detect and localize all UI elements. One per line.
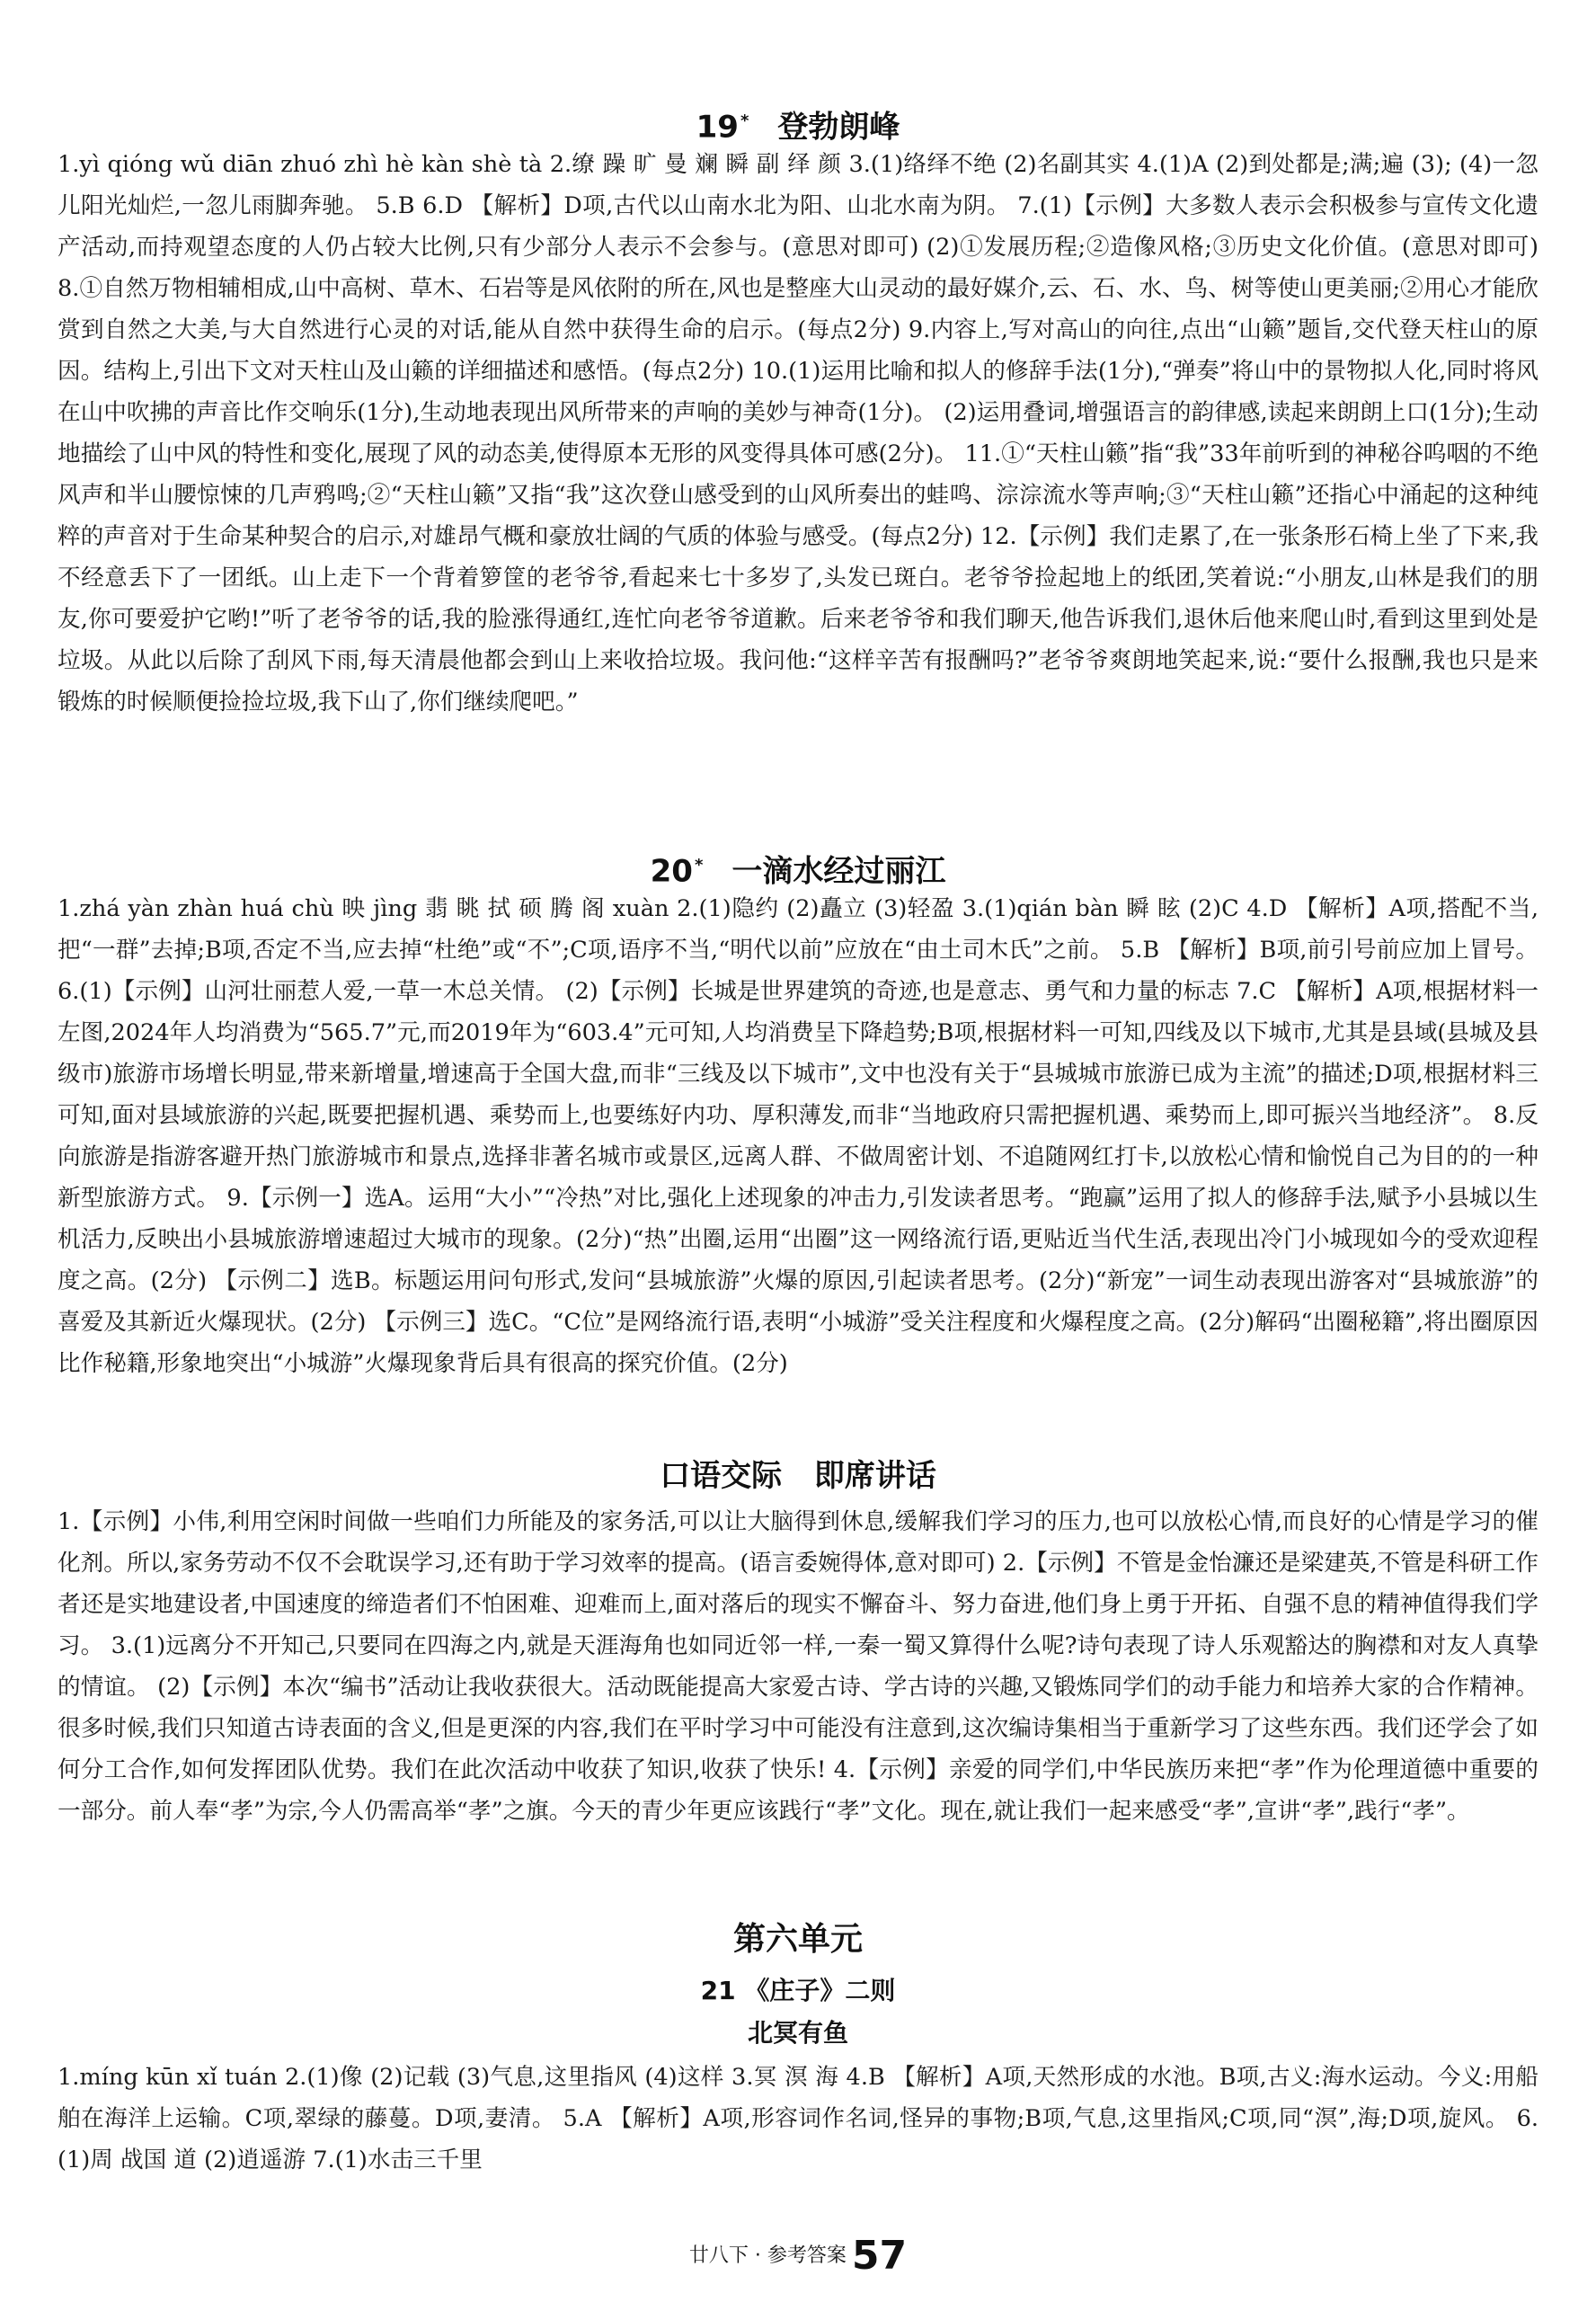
lesson-number: 20 xyxy=(650,853,693,890)
starred-mark: * xyxy=(694,856,704,875)
page-footer xyxy=(0,2233,1596,2279)
lesson-19-answers: 1.yì qióng wǔ diān zhuó zhì hè kàn shè tà 2.缭 躁 旷 曼 斓 瞬 副 绎 颜 3.(1)络绎不绝 (2)名副其实 4.(1)A (2)到处都是;满;遍 (3); (4)一忽儿阳光灿烂,一忽儿雨脚奔驰。 5.B 6.D 【解析】D项,古代以山南水北为阳、山北水南为阴。 7.(1)【示例】大多数人表示会积极参与宣传文化遗产活动,而持观望态度的人仍占较大比例,只有少部分人表示不会参与。(意思对即可) (2)①发展历程;②造像风格;③历史文化价值。(意思对即可) 8.①自然万物相辅相成,山中高树、草木、石岩等是风依附的所在,风也是整座大山灵动的最好媒介,云、石、水、鸟、树等使山更美丽;②用心才能欣赏到自然之大美,与大自然进行心灵的对话,能从自然中获得生命的启示。(每点2分) 9.内容上,写对高山的向往,点出“山籁”题旨,交代登天柱山的原因。结构上,引出下文对天柱山及山籁的详细描述和感悟。(每点2分) 10.(1)运用比喻和拟人的修辞手法(1分),“弹奏”将山中的景物拟人化,同时将风在山中吹拂的声音比作交响乐(1分),生动地表现出风所带来的声响的美妙与神奇(1分)。 (2)运用叠词,增强语言的韵律感,读起来朗朗上口(1分);生动地描绘了山中风的特性和变化,展现了风的动态美,使得原本无形的风变得具体可感(2分)。 11.①“天柱山籁”指“我”33年前听到的神秘谷呜咽的不绝风声和半山腰惊悚的几声鸦鸣;②“天柱山籁”又指“我”这次登山感受到的山风所奏出的蛙鸣、淙淙流水等声响;③“天柱山籁”还指心中涌起的这种纯粹的声音对于生命某种契合的启示,对雄昂气概和豪放壮阔的气质的体验与感受。(每点2分) 12.【示例】我们走累了,在一张条形石椅上坐了下来,我不经意丢下了一团纸。山上走下一个背着箩筐的老爷爷,看起来七十多岁了,头发已斑白。老爷爷捡起地上的纸团,笑着说:“小朋友,山林是我们的朋友,你可要爱护它哟!”听了老爷爷的话,我的脸涨得通红,连忙向老爷爷道歉。后来老爷爷和我们聊天,他告诉我们,退休后他来爬山时,看到这里到处是垃圾。从此以后除了刮风下雨,每天清晨他都会到山上来收拾垃圾。我问他:“这样辛苦有报酬吗?”老爷爷爽朗地笑起来,说:“要什么报酬,我也只是来锻炼的时候顺便捡捡垃圾,我下山了,你们继续爬吧。” xyxy=(58,151,1539,715)
lesson-21-heading: 21 《庄子》二则 xyxy=(700,1976,896,2005)
lesson-title: 一滴水经过丽江 xyxy=(732,853,946,890)
oral-communication-answers: 1.【示例】小伟,利用空闲时间做一些咱们力所能及的家务活,可以让大脑得到休息,缓解我们学习的压力,也可以放松心情,而良好的心情是学习的催化剂。所以,家务劳动不仅不会耽误学习,还有助于学习效率的提高。(语言委婉得体,意对即可) 2.【示例】不管是金怡濂还是梁建英,不管是科研工作者还是实地建设者,中国速度的缔造者们不怕困难、迎难而上,面对落后的现实不懈奋斗、努力奋进,他们身上勇于开拓、自强不息的精神值得我们学习。 3.(1)远离分不开知己,只要同在四海之内,就是天涯海角也如同近邻一样,一秦一蜀又算得什么呢?诗句表现了诗人乐观豁达的胸襟和对友人真挚的情谊。 (2)【示例】本次“编书”活动让我收获很大。活动既能提高大家爱古诗、学古诗的兴趣,又锻炼同学们的动手能力和培养大家的合作精神。很多时候,我们只知道古诗表面的含义,但是更深的内容,我们在平时学习中可能没有注意到,这次编诗集相当于重新学习了这些东西。我们还学会了如何分工合作,如何发挥团队优势。我们在此次活动中收获了知识,收获了快乐! 4.【示例】亲爱的同学们,中华民族历来把“孝”作为伦理道德中重要的一部分。前人奉“孝”为宗,今人仍需高举“孝”之旗。今天的青少年更应该践行“孝”文化。现在,就让我们一起来感受“孝”,宣讲“孝”,践行“孝”。 xyxy=(58,1508,1538,1825)
footer-label: 廿八下 · 参考答案 xyxy=(688,2244,847,2267)
lesson-20-heading xyxy=(58,845,1538,890)
lesson-21-subheading: 北冥有鱼 xyxy=(747,2018,848,2048)
unit-six-heading: 第六单元 xyxy=(732,1921,863,1958)
starred-mark: * xyxy=(740,111,749,130)
oral-communication-heading: 口语交际 即席讲话 xyxy=(660,1458,936,1494)
lesson-20-answers: 1.zhá yàn zhàn huá chù 映 jìng 翡 眺 拭 硕 腾 阁 xuàn 2.(1)隐约 (2)矗立 (3)轻盈 3.(1)qián bàn 瞬 眩 (2)C 4.D 【解析】A项,搭配不当,把“一群”去掉;B项,否定不当,应去掉“杜绝”或“不”;C项,语序不当,“明代以前”应放在“由土司木氏”之前。 5.B 【解析】B项,前引号前应加上冒号。 6.(1)【示例】山河壮丽惹人爱,一草一木总关情。 (2)【示例】长城是世界建筑的奇迹,也是意志、勇气和力量的标志 7.C 【解析】A项,根据材料一左图,2024年人均消费为“565.7”元,而2019年为“603.4”元可知,人均消费呈下降趋势;B项,根据材料一可知,四线及以下城市,尤其是县域(县城及县级市)旅游市场增长明显,带来新增量,增速高于全国大盘,而非“三线及以下城市”,文中也没有关于“县城城市旅游已成为主流”的描述;D项,根据材料三可知,面对县域旅游的兴起,既要把握机遇、乘势而上,也要练好内功、厚积薄发,而非“当地政府只需把握机遇、乘势而上,即可振兴当地经济”。 8.反向旅游是指游客避开热门旅游城市和景点,选择非著名城市或景区,远离人群、不做周密计划、不追随网红打卡,以放松心情和愉悦自己为目的的一种新型旅游方式。 9.【示例一】选A。运用“大小”“冷热”对比,强化上述现象的冲击力,引发读者思考。“跑赢”运用了拟人的修辞手法,赋予小县城以生机活力,反映出小县城旅游增速超过大城市的现象。(2分)“热”出圈,运用“出圈”这一网络流行语,更贴近当代生活,表现出冷门小城现如今的受欢迎程度之高。(2分) 【示例二】选B。标题运用问句形式,发问“县城旅游”火爆的原因,引起读者思考。(2分)“新宠”一词生动表现出游客对“县城旅游”的喜爱及其新近火爆现状。(2分) 【示例三】选C。“C位”是网络流行语,表明“小城游”受关注程度和火爆程度之高。(2分)解码“出圈秘籍”,将出圈原因比作秘籍,形象地突出“小城游”火爆现象背后具有很高的探究价值。(2分) xyxy=(58,895,1538,1377)
lesson-19-heading xyxy=(58,101,1538,146)
lesson-title: 登勃朗峰 xyxy=(777,109,900,146)
page-number: 57 xyxy=(851,2233,908,2279)
lesson-number: 19 xyxy=(696,109,739,146)
lesson-21-answers: 1.míng kūn xǐ tuán 2.(1)像 (2)记载 (3)气息,这里指风 (4)这样 3.冥 溟 海 4.B 【解析】A项,天然形成的水池。B项,古义:海水运动。今义:用船舶在海洋上运输。C项,翠绿的藤蔓。D项,妻清。 5.A 【解析】A项,形容词作名词,怪异的事物;B项,气息,这里指风;C项,同“溟”,海;D项,旋风。 6.(1)周 战国 道 (2)逍遥游 7.(1)水击三千里 xyxy=(58,2064,1538,2173)
